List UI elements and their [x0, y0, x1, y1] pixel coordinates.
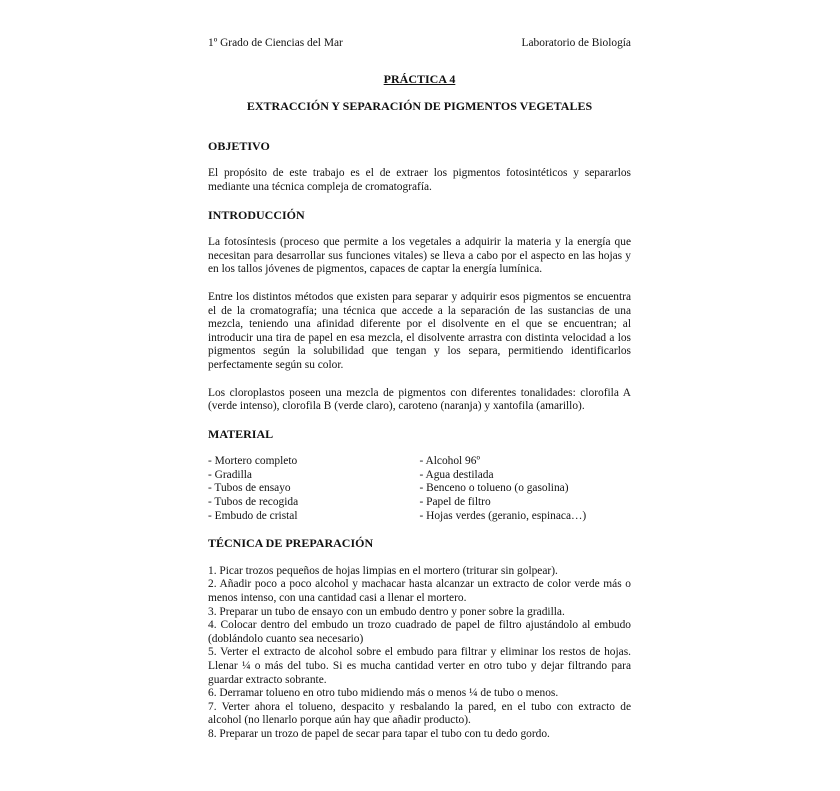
introduccion-paragraph: Entre los distintos métodos que existen para separar y adquirir esos pigmentos se encuentra el de la cromatografía; una técnica que accede a la separación de las sustancias de una mezcla, teniendo una afinidad diferente por el disolvente en el que se encuentran; al introducir una tira de papel en esa mezcla, el disolvente arrastra con distinta velocidad a los pigmentos según la solubilidad que tengan y los separa, permitiendo identificarlos perfectamente según su color.: [208, 290, 631, 371]
tecnica-heading: TÉCNICA DE PREPARACIÓN: [208, 536, 374, 551]
material-list-left: [208, 455, 420, 523]
tecnica-step: 4. Colocar dentro del embudo un trozo cuadrado de papel de filtro ajustándolo al embudo (doblándolo cuanto sea necesario): [208, 619, 631, 645]
objetivo-text: El propósito de este trabajo es el de extraer los pigmentos fotosintéticos y separarlos mediante una técnica compleja de cromatografía.: [208, 167, 631, 193]
material-item: - Tubos de ensayo: [208, 482, 291, 495]
material-item: - Tubos de recogida: [208, 496, 299, 509]
material-item: - Hojas verdes (geranio, espinaca…): [419, 509, 587, 522]
material-item: - Alcohol 96º: [419, 455, 480, 468]
material-item: - Embudo de cristal: [208, 509, 298, 522]
material-list: [208, 455, 631, 523]
objetivo-heading: OBJETIVO: [208, 138, 270, 153]
main-title: EXTRACCIÓN Y SEPARACIÓN DE PIGMENTOS VEGETALES: [246, 99, 593, 114]
tecnica-step: 2. Añadir poco a poco alcohol y machacar hasta alcanzar un extracto de color verde más o menos intenso, con una cantidad casi a llenar el mortero.: [208, 578, 631, 605]
practice-title: PRÁCTICA 4: [383, 71, 456, 86]
material-item: - Gradilla: [208, 468, 252, 481]
introduccion-paragraph: Los cloroplastos poseen una mezcla de pigmentos con diferentes tonalidades: clorofila A (verde intenso), clorofila B (verde claro), caroteno (naranja) y xantofila (amarillo).: [208, 386, 631, 413]
tecnica-step: 7. Verter ahora el tolueno, despacito y resbalando la pared, en el tubo con extracto de alcohol (no llenarlo porque aún hay que añadir producto).: [208, 700, 631, 727]
introduccion-heading: INTRODUCCIÓN: [208, 207, 305, 222]
material-list-right: [420, 455, 632, 523]
page-header: [208, 37, 631, 51]
material-heading: MATERIAL: [208, 426, 274, 441]
tecnica-step: 6. Derramar tolueno en otro tubo midiendo más o menos ¼ de tubo o menos.: [208, 687, 559, 700]
header-course: 1º Grado de Ciencias del Mar: [208, 37, 343, 49]
document-content: [208, 37, 631, 742]
material-item: - Mortero completo: [208, 455, 298, 468]
material-item: - Papel de filtro: [419, 496, 491, 509]
tecnica-step: 5. Verter el extracto de alcohol sobre el embudo para filtrar y eliminar los restos de hojas. Llenar ¼ o más del tubo. Si es mucha cantidad verter en otro tubo y dejar filtrando para guardar extracto sobrante.: [208, 646, 631, 686]
header-lab: Laboratorio de Biología: [521, 37, 631, 49]
introduccion-paragraph: La fotosíntesis (proceso que permite a los vegetales a adquirir la materia y la energía que necesitan para desarrollar sus funciones vitales) se lleva a cabo por el aspecto en las hojas y en los tallos jóvenes de pigmentos, capaces de captar la energía lumínica.: [208, 236, 631, 276]
tecnica-steps: [208, 565, 631, 742]
material-item: - Benceno o tolueno (o gasolina): [419, 482, 569, 495]
tecnica-step: 1. Picar trozos pequeños de hojas limpias en el mortero (triturar sin golpear).: [208, 564, 558, 577]
material-item: - Agua destilada: [419, 468, 494, 481]
tecnica-step: 8. Preparar un trozo de papel de secar para tapar el tubo con tu dedo gordo.: [208, 727, 550, 740]
tecnica-step: 3. Preparar un tubo de ensayo con un embudo dentro y poner sobre la gradilla.: [208, 605, 565, 618]
